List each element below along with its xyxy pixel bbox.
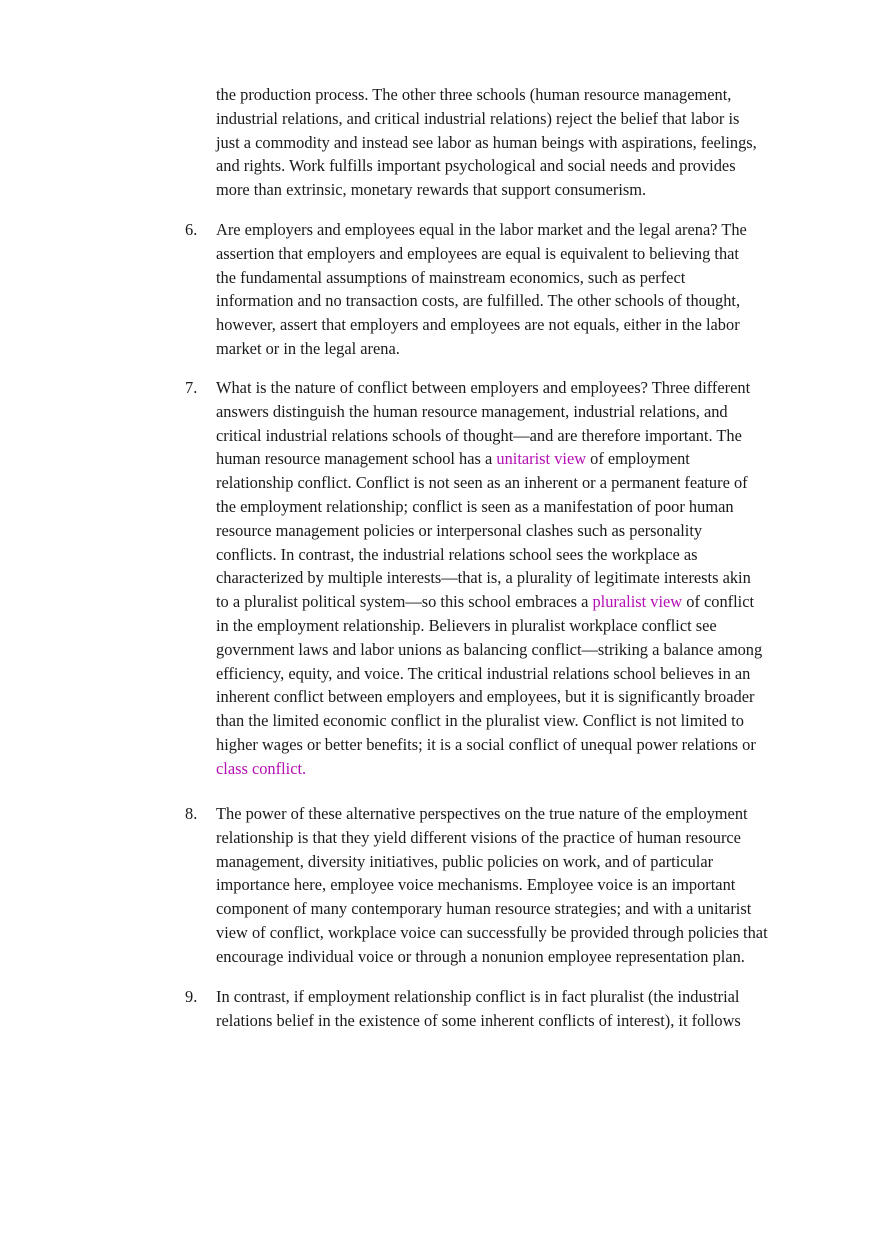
list-item-number: 7. — [185, 378, 198, 397]
text-line — [216, 897, 806, 921]
text-line — [216, 826, 806, 850]
paragraph — [216, 218, 806, 361]
text-line — [216, 945, 806, 969]
text-line — [216, 733, 806, 757]
text-line — [216, 566, 806, 590]
text-run: relationship conflict. Conflict is not seen as an inherent or a permanent feature of — [216, 473, 748, 493]
text-run: conflicts. In contrast, the industrial relations school sees the workplace as — [216, 544, 698, 564]
text-line — [216, 107, 806, 131]
text-run: characterized by multiple interests—that is, a plurality of legitimate interests akin — [216, 568, 751, 588]
text-run: relations belief in the existence of some inherent conflicts of interest), it follows — [216, 1010, 741, 1030]
text-run: in the employment relationship. Believers in pluralist workplace conflict see — [216, 615, 717, 635]
text-run: than the limited economic conflict in the pluralist view. Conflict is not limited to — [216, 711, 744, 731]
paragraph — [216, 376, 806, 781]
text-run: just a commodity and instead see labor as human beings with aspirations, feelings, — [216, 132, 757, 152]
text-run: to a pluralist political system—so this school embraces a — [216, 592, 593, 612]
text-run: efficiency, equity, and voice. The critical industrial relations school believes in an — [216, 663, 751, 683]
text-run: importance here, employee voice mechanisms. Employee voice is an important — [216, 875, 736, 895]
text-run: market or in the legal arena. — [216, 338, 400, 358]
text-line — [216, 400, 806, 424]
text-run: and rights. Work fulfills important psychological and social needs and provides — [216, 156, 736, 176]
paragraph — [216, 985, 806, 1033]
text-run: government laws and labor unions as balancing conflict—striking a balance among — [216, 639, 763, 659]
text-line — [216, 519, 806, 543]
text-line — [216, 447, 806, 471]
text-line — [216, 131, 806, 155]
text-line — [216, 543, 806, 567]
key-term-link: unitarist view — [496, 449, 587, 469]
text-run: the fundamental assumptions of mainstream economics, such as perfect — [216, 267, 686, 287]
paragraph — [216, 83, 806, 202]
list-item-number: 8. — [185, 804, 198, 823]
text-run: information and no transaction costs, are fulfilled. The other schools of thought, — [216, 291, 741, 311]
text-line — [216, 802, 806, 826]
text-line — [216, 495, 806, 519]
text-line — [216, 757, 806, 781]
text-line — [216, 266, 806, 290]
text-line — [216, 685, 806, 709]
text-line — [216, 83, 806, 107]
text-line — [216, 614, 806, 638]
list-item-number: 6. — [185, 220, 198, 239]
text-run: management, diversity initiatives, public policies on work, and of particular — [216, 851, 714, 871]
text-line — [216, 376, 806, 400]
text-line — [216, 154, 806, 178]
text-line — [216, 638, 806, 662]
text-run: inherent conflict between employers and employees, but it is significantly broader — [216, 687, 755, 707]
text-line — [216, 242, 806, 266]
text-run: The power of these alternative perspectives on the true nature of the employment — [216, 804, 748, 823]
text-line — [216, 985, 806, 1009]
text-run: In contrast, if employment relationship conflict is in fact pluralist (the industrial — [216, 987, 740, 1006]
text-line — [216, 471, 806, 495]
text-line — [216, 337, 806, 361]
text-line — [216, 662, 806, 686]
key-term-link: class conflict. — [216, 758, 307, 778]
text-line — [216, 1009, 806, 1033]
text-run: component of many contemporary human resource strategies; and with a unitarist — [216, 899, 752, 919]
text-run: of employment — [586, 449, 690, 469]
text-line — [216, 218, 806, 242]
text-run: the production process. The other three schools (human resource management, — [216, 85, 732, 104]
list-item-number: 9. — [185, 987, 198, 1006]
text-run: human resource management school has a — [216, 449, 497, 469]
key-term-link: pluralist view — [592, 592, 683, 612]
text-line — [216, 178, 806, 202]
text-line — [216, 289, 806, 313]
text-line — [216, 709, 806, 733]
text-line — [216, 921, 806, 945]
text-run: answers distinguish the human resource management, industrial relations, and — [216, 401, 728, 421]
text-run: more than extrinsic, monetary rewards that support consumerism. — [216, 180, 647, 200]
text-run: assertion that employers and employees are equal is equivalent to believing that — [216, 243, 739, 263]
paragraph — [216, 802, 806, 969]
text-run: critical industrial relations schools of thought—and are therefore important. The — [216, 425, 742, 445]
text-run: Are employers and employees equal in the labor market and the legal arena? The — [216, 220, 747, 239]
text-run: relationship is that they yield different visions of the practice of human resource — [216, 827, 741, 847]
text-run: of conflict — [682, 592, 755, 612]
text-line — [216, 424, 806, 448]
text-line — [216, 313, 806, 337]
text-line — [216, 850, 806, 874]
text-run: encourage individual voice or through a nonunion employee representation plan. — [216, 946, 745, 966]
text-run: resource management policies or interpersonal clashes such as personality — [216, 520, 703, 540]
text-line — [216, 590, 806, 614]
text-run: view of conflict, workplace voice can successfully be provided through policies that — [216, 922, 768, 942]
text-line — [216, 873, 806, 897]
text-run: higher wages or better benefits; it is a social conflict of unequal power relations or — [216, 734, 756, 754]
text-run: What is the nature of conflict between employers and employees? Three different — [216, 378, 751, 397]
text-run: however, assert that employers and employees are not equals, either in the labor — [216, 315, 740, 335]
text-run: industrial relations, and critical industrial relations) reject the belief that labor is — [216, 108, 740, 128]
text-run: the employment relationship; conflict is seen as a manifestation of poor human — [216, 496, 734, 516]
